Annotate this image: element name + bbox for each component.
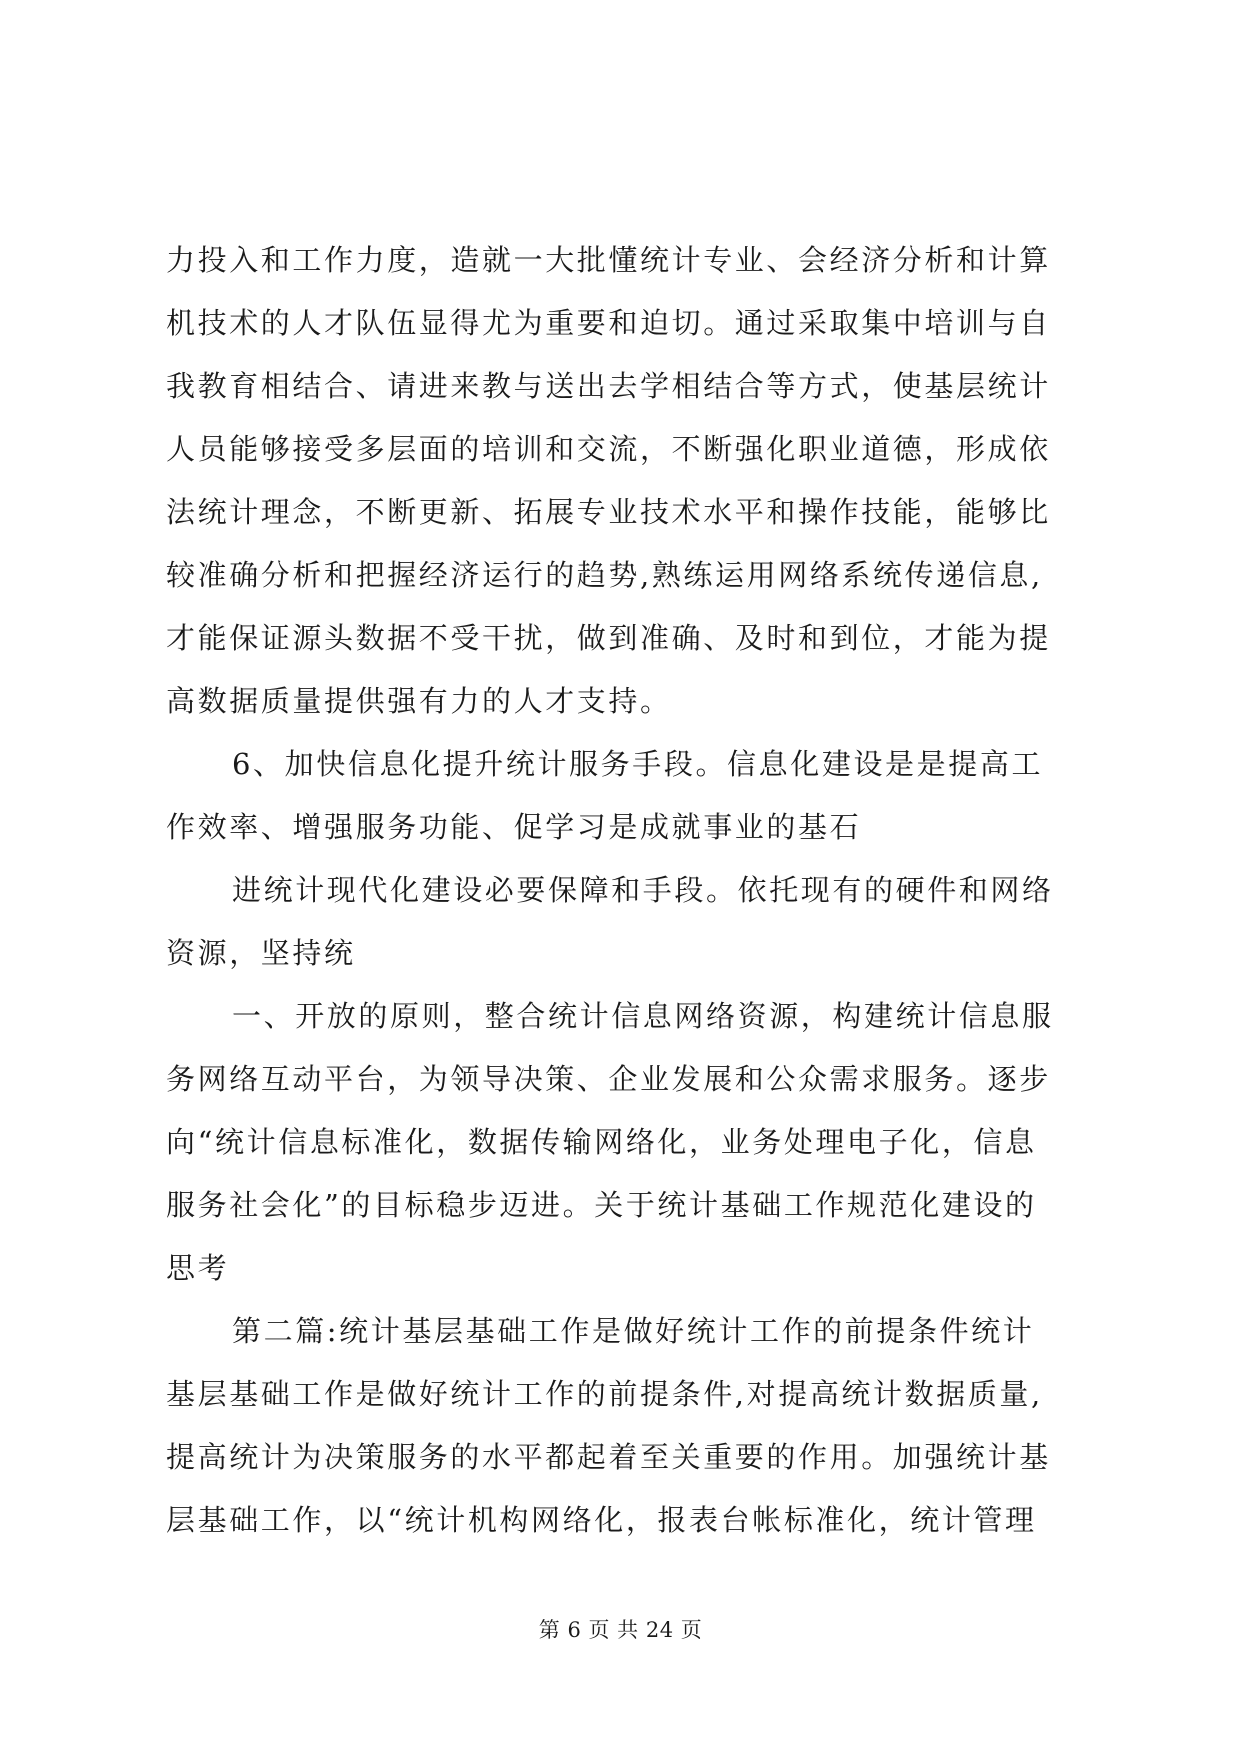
document-body — [166, 229, 1086, 1552]
paragraph — [166, 229, 1086, 733]
text-line: 人员能够接受多层面的培训和交流，不断强化职业道德，形成依 — [166, 432, 1051, 466]
paragraph — [166, 733, 1086, 859]
paragraph — [166, 1300, 1086, 1552]
text-line: 一、开放的原则，整合统计信息网络资源，构建统计信息服 — [232, 999, 1054, 1033]
text-line: 提高统计为决策服务的水平都起着至关重要的作用。加强统计基 — [166, 1440, 1051, 1474]
text-line: 力投入和工作力度，造就一大批懂统计专业、会经济分析和计算 — [166, 243, 1051, 277]
text-line: 法统计理念，不断更新、拓展专业技术水平和操作技能，能够比 — [166, 495, 1051, 529]
text-line: 向“统计信息标准化，数据传输网络化，业务处理电子化，信息 — [166, 1125, 1037, 1159]
page-number-footer: 第 6 页 共 24 页 — [538, 1618, 703, 1642]
text-line: 作效率、增强服务功能、促学习是成就事业的基石 — [166, 810, 862, 844]
text-line: 6、加快信息化提升统计服务手段。信息化建设是是提高工 — [232, 747, 1044, 781]
text-line: 第二篇:统计基层基础工作是做好统计工作的前提条件统计 — [232, 1314, 1035, 1348]
text-line: 才能保证源头数据不受干扰，做到准确、及时和到位，才能为提 — [166, 621, 1051, 655]
text-line: 思考 — [166, 1251, 230, 1285]
text-line: 基层基础工作是做好统计工作的前提条件,对提高统计数据质量, — [166, 1377, 1043, 1411]
text-line: 服务社会化”的目标稳步迈进。关于统计基础工作规范化建设的 — [166, 1188, 1037, 1222]
text-line: 机技术的人才队伍显得尤为重要和迫切。通过采取集中培训与自 — [166, 306, 1051, 340]
text-line: 进统计现代化建设必要保障和手段。依托现有的硬件和网络 — [232, 873, 1054, 907]
paragraph — [166, 859, 1086, 985]
text-line: 高数据质量提供强有力的人才支持。 — [166, 684, 672, 718]
text-line: 较准确分析和把握经济运行的趋势,熟练运用网络系统传递信息, — [166, 558, 1043, 592]
text-line: 资源，坚持统 — [166, 936, 356, 970]
text-line: 务网络互动平台，为领导决策、企业发展和公众需求服务。逐步 — [166, 1062, 1051, 1096]
text-line: 层基础工作，以“统计机构网络化，报表台帐标准化，统计管理 — [166, 1503, 1037, 1537]
text-line: 我教育相结合、请进来教与送出去学相结合等方式，使基层统计 — [166, 369, 1051, 403]
paragraph — [166, 985, 1086, 1300]
